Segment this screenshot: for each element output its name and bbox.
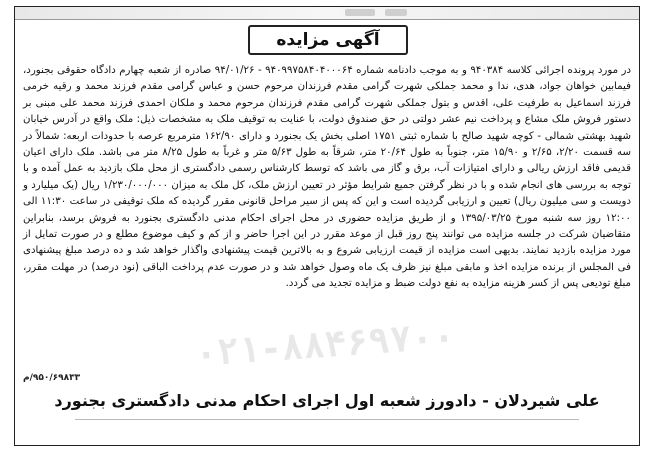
notice-code: ۹۵۰/۶۹۸۳۳/م bbox=[23, 373, 81, 383]
header-blot bbox=[345, 9, 375, 16]
signature-rule bbox=[75, 419, 579, 420]
header-blot bbox=[385, 9, 407, 16]
notice-signature: علی شیردلان - دادورز شعبه اول اجرای احکام مدنی دادگستری بجنورد bbox=[54, 391, 600, 410]
newspaper-header-strip bbox=[15, 7, 639, 20]
notice-title: آگهی مزایده bbox=[276, 30, 380, 50]
notice-body bbox=[23, 63, 631, 293]
notice-title-box bbox=[248, 25, 408, 55]
phone-watermark: ۰۲۱-۸۸۴۶۹۷۰۰ bbox=[193, 315, 457, 376]
auction-notice bbox=[14, 6, 640, 446]
notice-body-paragraph: در مورد پرونده اجرائی کلاسه ۹۴۰۳۸۴ و به موجب دادنامه شماره ۹۴۰۹۹۷۵۸۴۰۴۰۰۰۶۴ - ۹۴/۰۱/۲۶ صادره از شعبه چهارم دادگاه حقوقی بجنورد، فیمابین خواهان جواد، هدی، ندا و محمد جملکی شهرت گرامی مقدم فرزندان مرحوم حسن و عباس گرامی مقدم فرزند محمد و رقیه خرمی فرزند اسماعیل به طرفیت علی، اقدس و بتول جملکی شهرت گرامی مقدم فرزندان مرحوم محمد و ملکان احمدی فرزند محمد علی مبنی بر دستور فروش ملک مشاع و پرداخت نیم عشر دولتی در حق صندوق دولت، با عنایت به توقیف ملک به مشخصات ذیل: ملک واقع در آدرس خیابان شهید بهشتی شمالی - کوچه شهید صالح با شماره ثبتی ۱۷۵۱ اصلی بخش یک بجنورد و دارای ۱۶۲/۹۰ مترمربع عرصه با حدودات اربعه: شمالاً در سه قسمت ۲/۲۰، ۲/۶۵ و ۱۵/۹۰ متر، جنوباً به طول ۲۰/۶۴ متر، شرقاً به طول ۵/۶۳ متر و غرباً به طول ۸/۲۵ متر می باشد. ملک دارای اعیان قدیمی فاقد ارزش ریالی و دارای امتیازات آب، برق و گاز می باشد که توسط کارشناس رسمی دادگستری از محل ملک بازدید به عمل آمده و با توجه به بررسی های انجام شده و با در نظر گرفتن جمیع شرایط مؤثر در تعیین ارزش ملک، کل ملک به میزان ۱/۲۳۰/۰۰۰/۰۰۰ ریال (یک میلیارد و دویست و سی میلیون ریال) تعیین و ارزیابی گردیده است و این که پس از سیر مراحل قانونی مقرر گردیده که ملک توقیفی در ساعت ۱۱:۳۰ الی ۱۲:۰۰ روز سه شنبه مورخ ۱۳۹۵/۰۳/۲۵ و از طریق مزایده حضوری در محل اجرای احکام مدنی دادگستری بجنورد به فروش برسد، بنابراین متقاضیان شرکت در جلسه مزایده می توانند پنج روز قبل از موعد مقرر در این اجرا حاضر و از کم و کیف موضوع مطلع و در صورت تمایل از مورد مزایده بازدید نمایند. بدیهی است مزایده از قیمت ارزیابی شروع و به بالاترین قیمت پیشنهادی واگذار خواهد شد و ده درصد مبلغ پیشنهادی فی المجلس از برنده مزایده اخذ و مابقی مبلغ نیز ظرف یک ماه وصول خواهد شد و در صورت عدم پرداخت الباقی (نود درصد) در مهلت مقرر، مبلغ تودیعی پس از کسر هزینه مزایده به نفع دولت ضبط و مزایده تجدید می گردد. bbox=[23, 65, 632, 290]
